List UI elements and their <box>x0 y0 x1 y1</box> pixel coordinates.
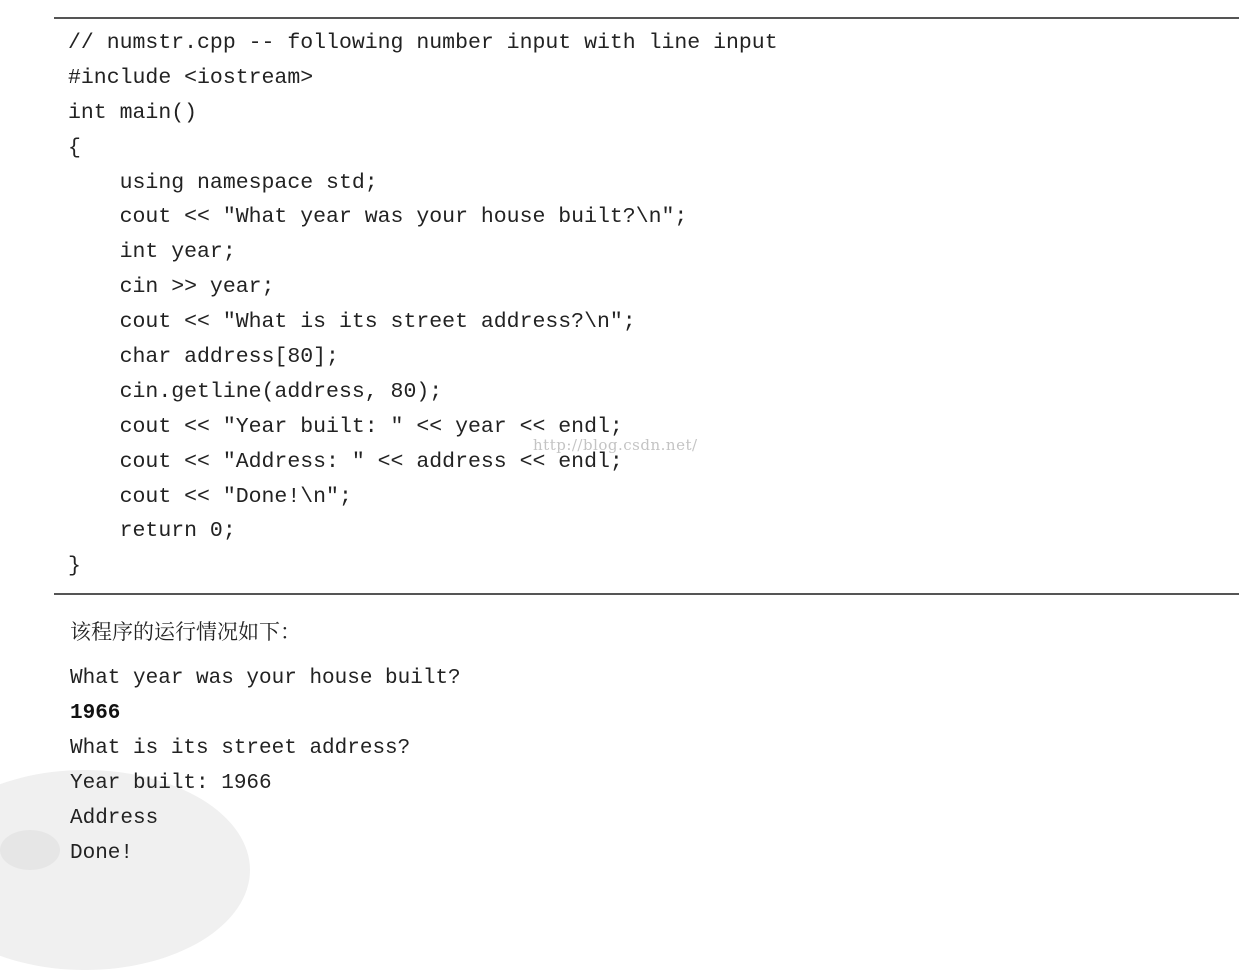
output-line: What is its street address? <box>70 737 411 760</box>
output-line: Year built: 1966 <box>70 772 272 795</box>
code-line: cout << "Done!\n"; <box>68 484 352 509</box>
code-line: { <box>68 135 81 160</box>
code-listing <box>68 26 778 584</box>
code-line: cin.getline(address, 80); <box>68 379 443 404</box>
code-line: // numstr.cpp -- following number input with line input <box>68 31 778 55</box>
code-line: return 0; <box>68 519 236 544</box>
output-line-user-input: 1966 <box>70 702 121 725</box>
output-caption: 该程序的运行情况如下： <box>70 620 301 644</box>
output-line: What year was your house built? <box>70 667 461 690</box>
bottom-rule <box>54 593 1239 595</box>
code-line: cout << "Year built: " << year << endl; <box>68 414 623 439</box>
code-line: int main() <box>68 100 198 125</box>
code-line: using namespace std; <box>68 170 378 195</box>
code-line: int year; <box>68 240 236 265</box>
watermark: http://blog.csdn.net/ <box>533 436 698 454</box>
output-line: Address <box>70 807 159 830</box>
code-line: cout << "What is its street address?\n"; <box>68 310 636 335</box>
corner-decoration-spot <box>0 830 60 870</box>
code-line: cout << "Address: " << address << endl; <box>68 449 623 474</box>
output-line: Done! <box>70 842 134 865</box>
code-line: } <box>68 554 81 579</box>
code-line: cout << "What year was your house built?\n"; <box>68 205 688 230</box>
code-line: #include <iostream> <box>68 65 314 90</box>
code-line: cin >> year; <box>68 275 275 300</box>
code-line: char address[80]; <box>68 345 339 370</box>
top-rule <box>54 17 1239 19</box>
program-output <box>70 661 461 871</box>
